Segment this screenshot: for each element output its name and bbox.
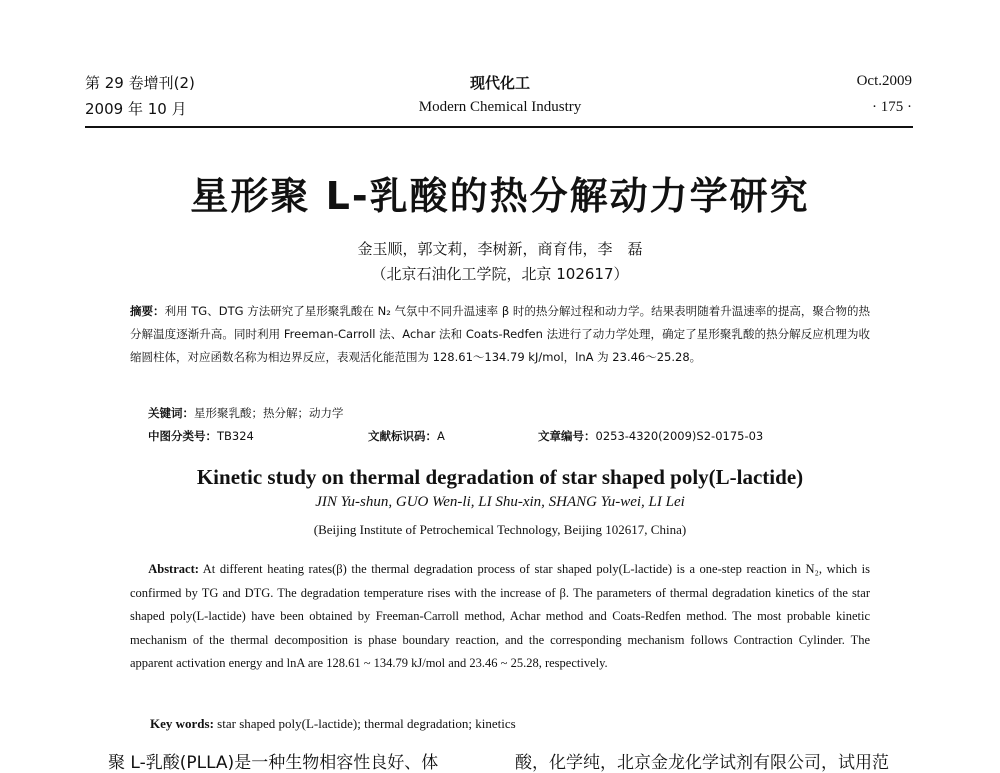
keywords-zh [148, 405, 344, 421]
class-value: TB324 [217, 429, 254, 443]
authors-en: JIN Yu-shun, GUO Wen-li, LI Shu-xin, SHANG Yu-wei, LI Lei [315, 494, 685, 510]
keywords-label: 关键词： [148, 406, 194, 420]
keywords-en [150, 716, 516, 732]
date-en: Oct.2009 [856, 73, 912, 89]
affiliation-en: (Beijing Institute of Petrochemical Technology, Beijing 102617, China) [313, 522, 687, 537]
affiliation-zh: （北京石油化工学院，北京 102617） [371, 265, 629, 283]
issue-date: 2009 年 10 月 [85, 100, 187, 118]
body-text-right: 酸，化学纯，北京金龙化学试剂有限公司，试用范 [515, 753, 889, 773]
class-label: 中图分类号： [148, 429, 217, 443]
article-number [538, 428, 763, 444]
paper-title-en: Kinetic study on thermal degradation of star shaped poly(L-lactide) [196, 465, 804, 489]
class-number [148, 428, 254, 444]
abstract-text: 利用 TG、DTG 方法研究了星形聚乳酸在 N₂ 气氛中不同升温速率 β 时的热分解过程和动力学。结果表明随着升温速率的提高，聚合物的热分解温度逐渐升高。同时利用 Freeman-Carroll 法、Achar 法和 Coats-Redfen 法进行了动力学处理，确定了星形聚乳酸的热分解反应机理为收缩圆柱体，对应函数名称为相边界反应，表观活化能范围为 128.61～134.79 kJ/mol，lnA 为 23.46～25.28。 [130, 304, 870, 364]
authors-zh: 金玉顺，郭文莉，李树新，商育伟，李 磊 [357, 240, 643, 258]
paper-title-zh: 星形聚 L-乳酸的热分解动力学研究 [190, 174, 810, 218]
abstract-en-text: At different heating rates(β) the thermal degradation process of star shaped poly(L-lactide) is a one-step reaction in N₂, which is confirmed by TG and DTG. The degradation temperature rises with the increase of β. The parameters of thermal degradation kinetics of the star shaped poly(L-lactide) have been obtained by Freeman-Carroll method, Achar method and Coats-Redfen method. The most probable kinetic mechanism of the thermal decomposition is phase boundary reaction, and the corresponding mechanism follows Contraction Cylinder. The apparent activation energy and lnA are 128.61 ~ 134.79 kJ/mol and 23.46 ~ 25.28, respectively. [130, 562, 871, 670]
abstract-label: 摘要： [130, 304, 165, 318]
abstract-zh [130, 300, 870, 369]
header-rule [85, 126, 913, 128]
page-number: · 175 · [872, 99, 912, 115]
article-label: 文章编号： [538, 429, 596, 443]
article-value: 0253-4320(2009)S2-0175-03 [595, 429, 764, 443]
doc-code-label: 文献标识码： [368, 429, 437, 443]
abstract-en-label: Abstract: [148, 562, 199, 576]
keywords-text: 星形聚乳酸；热分解；动力学 [194, 406, 344, 420]
keywords-en-label: Key words: [150, 716, 214, 731]
body-text-left: 聚 L-乳酸(PLLA)是一种生物相容性良好、体 [108, 753, 439, 773]
journal-name-zh: 现代化工 [469, 74, 530, 92]
journal-name-en: Modern Chemical Industry [418, 99, 582, 115]
doc-code [368, 428, 445, 444]
volume-info: 第 29 卷增刊(2) [85, 74, 195, 92]
doc-code-value: A [437, 429, 445, 443]
keywords-en-text: star shaped poly(L-lactide); thermal degradation; kinetics [217, 716, 516, 731]
abstract-en [130, 558, 870, 676]
